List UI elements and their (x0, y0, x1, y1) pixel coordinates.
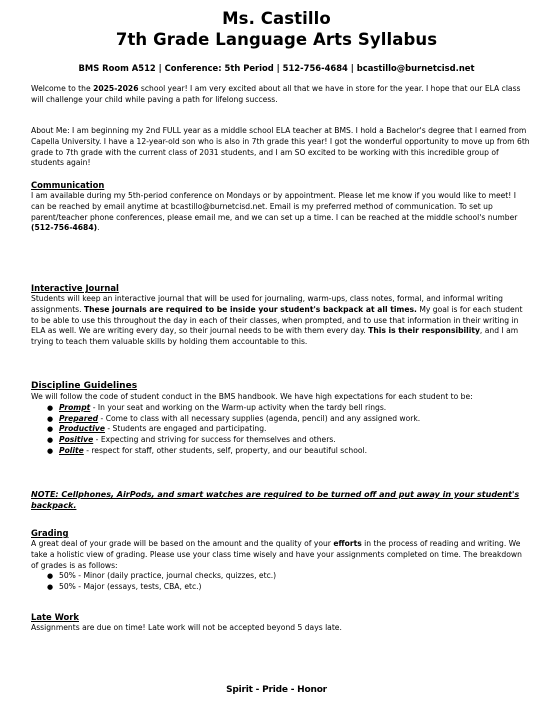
discipline-heading: Discipline Guidelines (31, 381, 138, 391)
list-item: ● Prepared - Come to class with all necessary supplies (agenda, pencil) and any assigned work. (31, 414, 531, 425)
list-item: ● Positive - Expecting and striving for success for themselves and others. (31, 435, 531, 446)
welcome-paragraph: Welcome to the 2025-2026 school year! I am very excited about all that we have in store for the year. I hope that our ELA class will challenge your child while paving a path for lifelong success. (31, 84, 521, 104)
journal-text: Students will keep an interactive journal that will be used for journaling, warm-ups, class notes, formal, and informal writing assignments. These journals are required to be inside your student's backpack at all times. My goal is for each student to be able to use this throughout the day in each of their classes, when prompted, and to use that information in their writing in ELA as well. We are writing every day, so their journal needs to be with them every day. This is their responsibility, and I am trying to teach them valuable skills by holding them accountable to this. (31, 294, 523, 347)
contact-info-line: BMS Room A512 | Conference: 5th Period | 512-756-4684 | bcastillo@burnetcisd.net (78, 63, 475, 73)
late-work-text: Assignments are due on time! Late work will not be accepted beyond 5 days late. (31, 623, 342, 632)
about-me-paragraph: About Me: I am beginning my 2nd FULL year as a middle school ELA teacher at BMS. I hold a Bachelor's degree that I earned from Capella University. I have a 12-year-old son who is also in 7th grade this year! I got the wonderful opportunity to move up from 6th grade to 7th grade with the current class of 2031 students, and I am SO excited to be working with this incredible group of students again! (31, 126, 530, 168)
list-item: ● 50% - Minor (daily practice, journal checks, quizzes, etc.) (31, 571, 531, 582)
phone-number: (512-756-4684) (31, 223, 98, 233)
cellphone-note: NOTE: Cellphones, AirPods, and smart watches are required to be turned off and put away in your student's backpack. (31, 490, 520, 510)
teacher-name: Ms. Castillo (222, 9, 331, 28)
late-work-section (31, 612, 531, 634)
communication-section (31, 180, 531, 234)
communication-text: I am available during my 5th-period conference on Mondays or by appointment. Please let me know if you would like to meet! I can be reached by email anytime at bcastillo@burnetcisd.net. Email is my preferred method of communication. To set up parent/teacher phone conferences, please email me, and we can set up a time. I can be reached at the middle school's number (512-756-4684). (31, 191, 518, 233)
late-work-heading: Late Work (31, 612, 79, 622)
grading-heading: Grading (31, 528, 69, 538)
communication-heading: Communication (31, 180, 105, 190)
journal-section (31, 283, 531, 348)
expectations-list (31, 403, 531, 457)
list-item: ● Prompt - In your seat and working on the Warm-up activity when the tardy bell rings. (31, 403, 531, 414)
discipline-section (31, 381, 531, 457)
footer-motto: Spirit - Pride - Honor (226, 685, 327, 695)
list-item: ● 50% - Major (essays, tests, CBA, etc.) (31, 582, 531, 593)
grading-text: A great deal of your grade will be based on the amount and the quality of your efforts in the process of reading and writing. We take a holistic view of grading. Please use your class time wisely and have your assignments completed on time. The breakdown of grades is as follows: (31, 539, 522, 570)
school-year: 2025-2026 (93, 84, 139, 93)
grading-section (31, 528, 531, 593)
discipline-intro: We will follow the code of student conduct in the BMS handbook. We have high expectations for each student to be: (31, 392, 473, 401)
syllabus-title: 7th Grade Language Arts Syllabus (115, 30, 438, 49)
grade-breakdown-list (31, 571, 531, 593)
journal-heading: Interactive Journal (31, 283, 119, 293)
list-item: ● Productive - Students are engaged and participating. (31, 424, 531, 435)
list-item: ● Polite - respect for staff, other students, self, property, and our beautiful school. (31, 446, 531, 457)
